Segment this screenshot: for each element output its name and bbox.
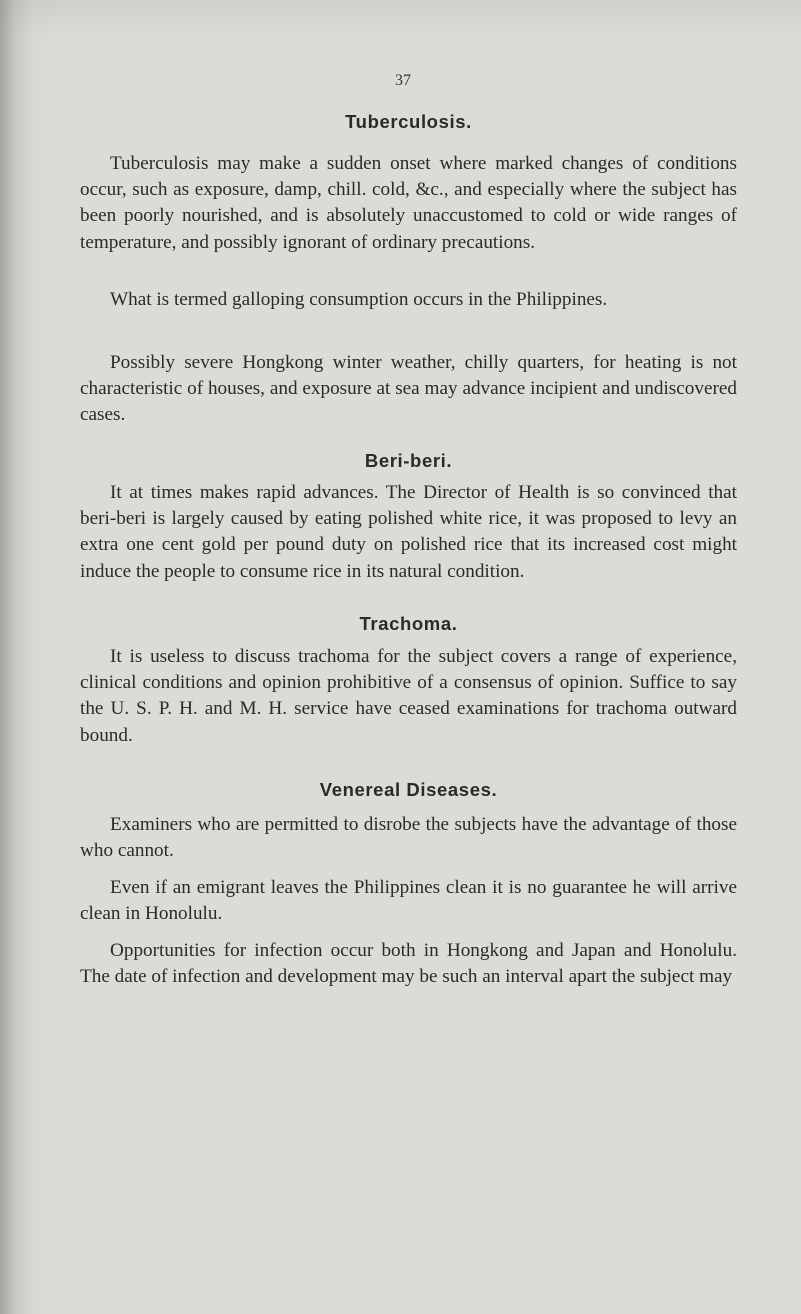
page-number: 37 (395, 72, 411, 89)
paragraph-emigrant-clean: Even if an emigrant leaves the Philippines clean it is no guarantee he will arrive clean in Honolulu. (80, 877, 737, 925)
heading-trachoma: Trachoma. (359, 613, 458, 634)
heading-beri-beri: Beri-beri. (364, 450, 453, 471)
paragraph-tuberculosis-onset: Tuberculosis may make a sudden onset where marked changes of conditions occur, such as exposure, damp, chill. cold, &c., and especially where the subject has been poorly nourished, and is absolutely unaccustomed to cold or wide ranges of temperature, and possibly ignorant of ordinary precautions. (80, 153, 737, 253)
paragraph-hongkong-weather: Possibly severe Hongkong winter weather, chilly quarters, for heating is not characteristic of houses, and exposure at sea may advance incipient and undiscovered cases. (80, 352, 737, 426)
paragraph-opportunities-infection: Opportunities for infection occur both in Hongkong and Japan and Honolulu. The date of infection and development may be such an interval apart the subject may (80, 940, 737, 988)
paragraph-beri-beri: It at times makes rapid advances. The Director of Health is so convinced that beri-beri is largely caused by eating polished white rice, it was proposed to levy an extra one cent gold per pound duty on polished rice that its increased cost might induce the people to consume rice in its natural condition. (80, 482, 737, 582)
paragraph-examiners: Examiners who are permitted to disrobe the subjects have the advantage of those who cannot. (80, 814, 737, 862)
heading-venereal-diseases: Venereal Diseases. (319, 779, 498, 800)
paragraph-galloping-consumption: What is termed galloping consumption occurs in the Philippines. (110, 289, 608, 310)
heading-tuberculosis: Tuberculosis. (345, 111, 472, 132)
paragraph-trachoma: It is useless to discuss trachoma for the subject covers a range of experience, clinical conditions and opinion prohibitive of a consensus of opinion. Suffice to say the U. S. P. H. and M. H. service have ceased examinations for trachoma outward bound. (80, 646, 737, 746)
